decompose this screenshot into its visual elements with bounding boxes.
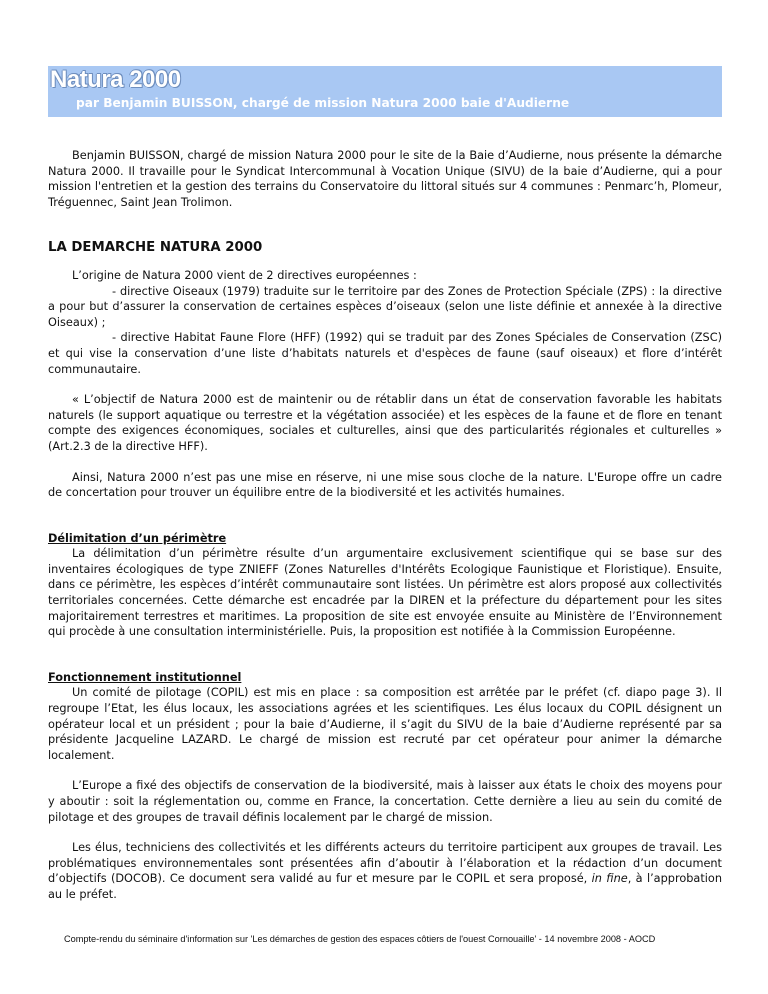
working-groups-paragraph [48,840,722,902]
working-groups-text-a: Les élus, techniciens des collectivités et les différents acteurs du territoire participent aux groupes de travail. Les problématiques environnementales sont présentées afin d’aboutir à l’élaboration et la rédaction d’un document d’objectifs (DOCOB). Ce document sera validé au fur et mesure par le COPIL et sera proposé, [48,841,722,886]
header-banner [48,66,722,117]
ainsi-paragraph: Ainsi, Natura 2000 n’est pas une mise en réserve, ni une mise sous cloche de la nature. L'Europe offre un cadre de concertation pour trouver un équilibre entre de la biodiversité et les activités humaines. [48,470,722,500]
delimitation-heading: Délimitation d’un périmètre [48,531,227,545]
in-fine-emphasis: in fine [591,872,628,886]
page-title: Natura 2000 [50,66,181,93]
objective-quote: « L’objectif de Natura 2000 est de maintenir ou de rétablir dans un état de conservation favorable les habitats naturels (le support aquatique ou terrestre et la végétation associée) et les espèces de la faune et de flore en tenant compte des exigences économiques, sociales et culturelles, ainsi que des particularités régionales et culturelles » (Art.2.3 de la directive HFF). [48,393,722,453]
document-body [48,148,722,918]
europe-objectives-paragraph: L’Europe a fixé des objectifs de conservation de la biodiversité, mais à laisser aux états le choix des moyens pour y aboutir : soit la réglementation ou, comme en France, la concertation. Cette dernière a lieu au sein du comité de pilotage et des groupes de travail définis localement par le chargé de mission. [48,779,722,824]
copil-paragraph: Un comité de pilotage (COPIL) est mis en place : sa composition est arrêtée par le préfet (cf. diapo page 3). Il regroupe l’Etat, les élus locaux, les associations agrées et les scientifiques. Les élus locaux du COPIL désignent un opérateur local et un président ; pour la baie d’Audierne, il s’agit du SIVU de la baie d’Audierne représenté par sa présidente Jacqueline LAZARD. Le chargé de mission est recruté par cet opérateur pour animer la démarche localement. [48,686,722,762]
directive-hff-item: - directive Habitat Faune Flore (HFF) (1992) qui se traduit par des Zones Spéciales de Conservation (ZSC) et qui vise la conservation d’une liste d’habitats naturels et d'espèces de faune (sauf oiseaux) et flore d’intérêt communautaire. [48,331,722,376]
origin-lead: L’origine de Natura 2000 vient de 2 directives européennes : [72,268,417,282]
intro-paragraph: Benjamin BUISSON, chargé de mission Natura 2000 pour le site de la Baie d’Audierne, nous présente la démarche Natura 2000. Il travaille pour le Syndicat Intercommunal à Vocation Unique (SIVU) de la baie d’Audierne, qui a pour mission l'entretien et la gestion des terrains du Conservatoire du littoral situés sur 4 communes : Penmarc’h, Plomeur, Tréguennec, Saint Jean Trolimon. [48,149,722,209]
author-subtitle: par Benjamin BUISSON, chargé de mission Natura 2000 baie d'Audierne [76,96,570,110]
page-footer: Compte-rendu du séminaire d'information sur 'Les démarches de gestion des espaces côtiers de l'ouest Cornouaille' - 14 novembre 2008 - AOCD [64,934,656,944]
delimitation-paragraph: La délimitation d’un périmètre résulte d’un argumentaire exclusivement scientifique qui se base sur des inventaires écologiques de type ZNIEFF (Zones Naturelles d'Intérêts Ecologique Faunistique et Floristique). Ensuite, dans ce périmètre, les espèces d’intérêt communautaire sont listées. Un périmètre est alors proposé aux collectivités territoriales concernées. Cette démarche est encadrée par la DIREN et la préfecture du département pour les sites majoritairement terrestres et maritimes. La proposition de site est envoyée ensuite au Ministère de l’Environnement qui procède à une consultation interministérielle. Puis, la proposition est notifiée à la Commission Européenne. [48,547,722,639]
working-groups-text-b: , à l’approbation au le préfet. [48,872,722,901]
section-title: LA DEMARCHE NATURA 2000 [48,240,263,256]
fonctionnement-heading: Fonctionnement institutionnel [48,670,242,684]
directive-oiseaux-item: - directive Oiseaux (1979) traduite sur le territoire par des Zones de Protection Spéciale (ZPS) : la directive a pour but d’assurer la conservation de certaines espèces d’oiseaux (selon une liste définie et annexée à la directive Oiseaux) ; [48,284,722,329]
